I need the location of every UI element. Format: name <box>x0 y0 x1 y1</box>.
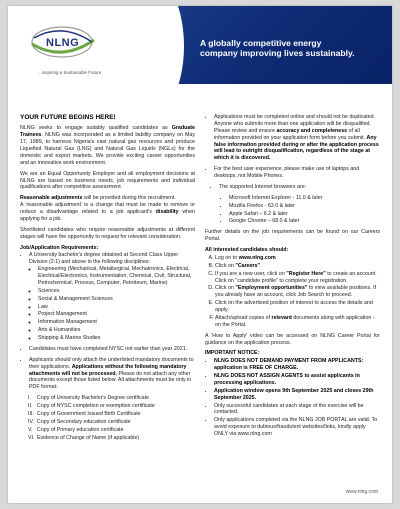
logo-text: NLNG <box>46 37 80 49</box>
discipline-item: ◦ Law <box>38 304 195 311</box>
step-bold: "Employment opportunities" <box>235 285 308 292</box>
discipline-item: ◦ Engineering (Mechanical, Metallurgical, Mechatronics, Electrical, Electrical/Electronics, Instrumentation, Chemical, Civil, Structural, Petrochemical, Process, Computer, Petroleum, Marine) <box>38 266 195 287</box>
attachment-item <box>28 403 195 410</box>
step-text-tail: to view available positions. If you already have an account, click Job Search to proceed. <box>215 285 377 299</box>
documents-requirement <box>29 357 195 391</box>
degree-requirement <box>29 252 195 342</box>
attachment-number: II. <box>28 403 33 410</box>
main-heading: YOUR FUTURE BEGINS HERE! <box>20 114 116 121</box>
step-text: Click on <box>215 262 236 269</box>
degree-requirement-text: A University bachelor's degree obtained at Second Class Upper Division (2:1) and above in the following disciplines: <box>29 252 179 266</box>
attachment-item <box>28 427 195 434</box>
application-step <box>215 255 380 262</box>
step-bold: relevant <box>271 314 292 321</box>
discipline-item: ◦ Sciences <box>38 288 195 295</box>
step-text: If you are a new user, click on <box>215 270 287 277</box>
step-text: Log on to <box>215 254 239 261</box>
application-step <box>215 263 380 270</box>
notice-bold: NLNG DOES NOT ASSIGN AGENTS to assist applicants in processing applications. <box>214 373 360 386</box>
docs-text-c: Please do not attach any other documents except those listed below. All attachments must be only in PDF format: <box>29 370 192 391</box>
notice-item <box>214 403 380 417</box>
requirements-heading: Job/Application Requirements: <box>20 244 99 251</box>
intro-bold: Graduate Trainees <box>20 125 195 139</box>
discipline-item: ◦ Social & Management Sciences <box>38 296 195 303</box>
header-slogan <box>200 38 380 59</box>
browser-item: • Google Chrome – 68.0 & later <box>229 218 380 225</box>
application-step <box>215 300 380 314</box>
browsers-list <box>205 184 380 191</box>
nlng-logo <box>18 20 128 80</box>
discipline-item: ◦ Information Management <box>38 319 195 326</box>
attachment-item <box>28 435 195 442</box>
header-banner <box>8 6 392 84</box>
requirements-list <box>20 252 195 391</box>
notice-item <box>214 388 380 402</box>
further-details-paragraph: Further details on the job requirements can be found on our Careers Portal. <box>205 229 380 243</box>
attachment-text: Copy of Government Issued Birth Certificate <box>37 410 141 417</box>
best-experience-rule: • For the best user experience, please make use of laptops and desktops, not Mobile Phones. <box>214 166 380 180</box>
application-steps-list <box>205 255 380 329</box>
online-bold-d: Any false information provided during or after the application process will lead to outright disqualification, regardless of the stage at which it is discovered. <box>214 134 379 162</box>
application-step <box>215 285 380 299</box>
discipline-item: ◦ Arts & Humanities <box>38 327 195 334</box>
step-bold: "Careers" <box>235 262 261 269</box>
notice-bold: Application window opens 9th September 2025 and closes 29th September 2025. <box>214 387 374 401</box>
attachment-item <box>28 419 195 426</box>
online-text-a: Applications must be completed online and should not be duplicated. Anyone who submits more than one application will be disqualified. Please review and ensure <box>214 114 376 134</box>
disciplines-list <box>29 266 195 342</box>
online-text-c: of all information provided on your application form before you submit. <box>214 127 367 141</box>
intro-text-a: NLNG seeks to engage suitably qualified candidates as <box>20 125 172 132</box>
attachment-number: III. <box>28 410 34 417</box>
reasonable-adjustments-paragraph <box>20 195 195 223</box>
discipline-item: ◦ Shipping & Marine Studies <box>38 335 195 342</box>
logo-tagline: ...inspiring a Sustainable Future <box>38 70 102 75</box>
intro-paragraph <box>20 125 195 166</box>
online-bold-b: accuracy and completeness <box>276 127 348 134</box>
notice-item <box>214 373 380 387</box>
right-column <box>205 114 380 492</box>
step-text: Click on <box>215 285 236 292</box>
attachment-number: I. <box>28 395 31 402</box>
attachment-item <box>28 395 195 402</box>
application-step <box>215 271 380 285</box>
online-application-rule <box>214 114 380 162</box>
ra-def-b: disability <box>155 209 179 216</box>
attachment-text: Copy of NYSC completion or exemption certificate <box>37 403 155 410</box>
notice-bold: NLNG DOES NOT DEMAND PAYMENT FROM APPLICANTS: application is FREE OF CHARGE. <box>214 358 364 372</box>
notice-list <box>205 358 380 438</box>
advert-page <box>8 6 392 503</box>
discipline-item: ◦ Project Management <box>38 311 195 318</box>
notice-text: Only applications completed via the NLNG JOB PORTAL are valid. To avoid exposure to dubious/fraudulent websites/links, kindly apply ONLY via www.nlng.com <box>214 417 378 437</box>
ra-def-a: A 'reasonable adjustment' is a change that must be made to remove or reduce a disadvantage related to a job applicant's <box>20 202 195 216</box>
shortlisted-paragraph: Shortlisted candidates who require reasonable adjustments at different stages will have the opportunity to request for relevant consideration. <box>20 226 195 240</box>
advert-body <box>20 114 380 492</box>
steps-heading: All interested candidates should: <box>205 247 289 253</box>
browser-item: • Mozilla Firefox - 63.0 & later <box>229 203 380 210</box>
attachments-list <box>20 395 195 441</box>
step-text-tail: to create an account. Click on "candidate profile" to complete your registration. <box>215 270 377 284</box>
attachment-item <box>28 411 195 418</box>
application-step <box>215 315 380 329</box>
ra-rest: will be provided during this recruitment. <box>82 195 176 202</box>
attachment-number: VI. <box>28 434 35 441</box>
notice-item <box>214 358 380 372</box>
notice-text: Only successful candidates at each stage of the exercise will be contacted. <box>214 402 364 416</box>
attachment-number: IV. <box>28 418 34 425</box>
equal-opportunity-paragraph: We are an Equal Opportunity Employer and all employment decisions at NLNG are based on business needs, job requirements and individual qualifications after competitive assessment. <box>20 170 195 191</box>
browsers-intro: • The supported Internet browsers are: <box>219 184 380 191</box>
ra-def-c: when applying for a job. <box>20 209 195 222</box>
intro-text-c: . NLNG was incorporated as a limited liability company on May 17, 1989, to harness Nigeria's vast natural gas resources and produce Liquefied Natural Gas (LNG) and Natural Gas Liquids (NGLs) for the domestic and export markets. We provide exciting career opportunities and an innovative work environment. <box>20 132 195 166</box>
attachment-text: Copy of Primary education certificate <box>37 426 124 433</box>
slogan-line-1: A globally competitive energy <box>200 38 322 48</box>
application-rules-list <box>205 114 380 180</box>
ra-bold: Reasonable adjustments <box>20 195 83 202</box>
browser-item: • Microsoft Internet Explorer - 11.0 & later <box>229 195 380 202</box>
attachment-text: Copy of Secondary education certificate <box>37 418 131 425</box>
notice-item <box>214 417 380 438</box>
notice-heading: IMPORTANT NOTICE: <box>205 350 260 357</box>
docs-bold: Applications without the following mandatory attachments will not be processed. <box>29 363 187 377</box>
step-text-tail: documents along with application - on the Portal. <box>215 314 375 328</box>
attachment-text: Copy of University Bachelor's Degree certificate <box>37 395 149 402</box>
attachment-text: Evidence of Change of Name (if applicable) <box>37 434 140 441</box>
docs-text-a: Applicants should only attach the underlisted mandatory documents to their applications. <box>29 356 194 370</box>
step-bold: "Register Here" <box>286 270 326 277</box>
left-column <box>20 114 195 492</box>
attachment-number: V. <box>28 426 33 433</box>
step-text: Attach/upload copies of <box>215 314 272 321</box>
footer-url[interactable]: www.nlng.com <box>345 489 378 495</box>
step-text-tail: . <box>260 262 262 269</box>
step-text: Click on the advertised position of interest to access the details and apply. <box>215 300 373 313</box>
nysc-requirement: • Candidates must have completed NYSC not earlier than year 2021. <box>29 346 195 353</box>
step-link[interactable]: www.nlng.com <box>238 254 276 261</box>
how-to-apply-paragraph: A 'How to Apply' video can be accessed on NLNG Career Portal for guidance on the application process. <box>205 332 380 346</box>
browser-item: • Apple Safari – 6.2 & later <box>229 211 380 218</box>
slogan-line-2: company improving lives sustainably. <box>200 48 355 59</box>
browser-items <box>205 195 380 226</box>
